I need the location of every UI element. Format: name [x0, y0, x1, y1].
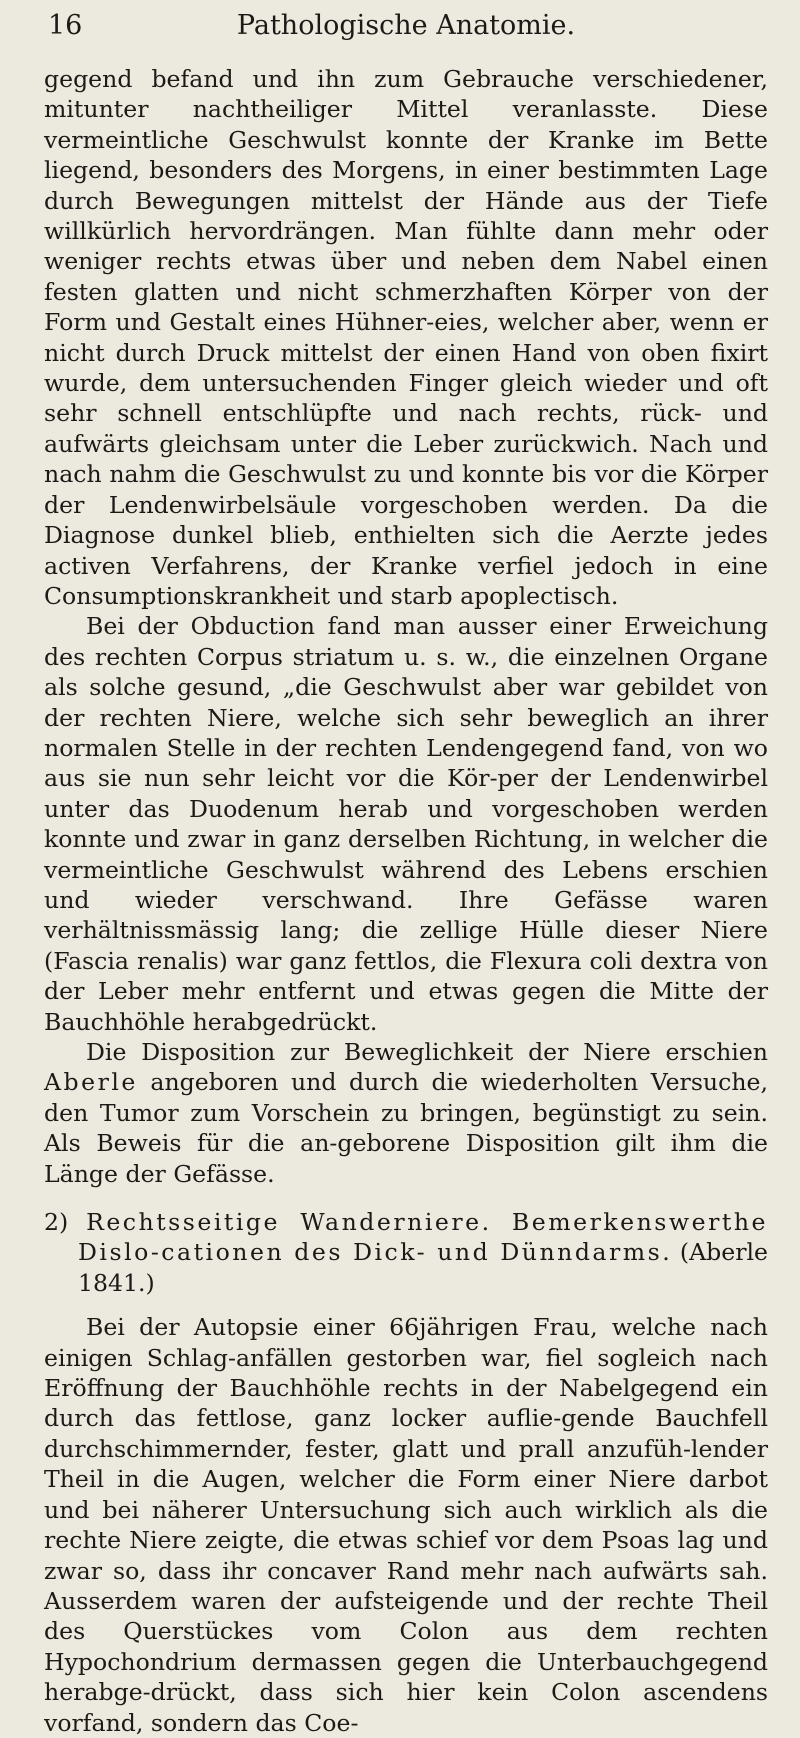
section-title: Rechtsseitige Wanderniere. Bemerkenswerthe Dislo-cationen des Dick- und Dünndarms. [78, 1208, 768, 1267]
paragraph-autopsy: Bei der Autopsie einer 66jährigen Frau, welche nach einigen Schlag-anfällen gestorben war, fiel sogleich nach Eröffnung der Bauchhöhle rechts in der Nabelgegend ein durch das fettlose, ganz locker auflie-gende Bauchfell durchschimmernder, fester, glatt und prall anzufüh-lender Theil in die Augen, welcher die Form einer Niere darbot und bei näherer Untersuchung sich auch wirklich als die rechte Niere zeigte, die etwas schief vor dem Psoas lag und zwar so, dass ihr concaver Rand mehr nach aufwärts sah. Ausserdem waren der aufsteigende und der rechte Theil des Querstückes vom Colon aus dem rechten Hypochondrium dermassen gegen die Unterbauchgegend herabge-drückt, dass sich hier kein Colon ascendens vorfand, sondern das Coe- [44, 1313, 768, 1737]
paragraph-disposition-end: angeboren und durch die wiederholten Versuche, den Tumor zum Vorschein zu bringen, begünstigt zu sein. Als Beweis für die an-geborene Disposition gilt ihm die Länge der Gefässe. [44, 1068, 768, 1188]
running-title: Pathologische Anatomie. [236, 10, 576, 41]
paragraph-case-history: gegend befand und ihn zum Gebrauche verschiedener, mitunter nachtheiliger Mittel veranlasste. Diese vermeintliche Geschwulst konnte der Kranke im Bette liegend, besonders des Morgens, in einer bestimmten Lage durch Bewegungen mittelst der Hände aus der Tiefe willkürlich hervordrängen. Man fühlte dann mehr oder weniger rechts etwas über und neben dem Nabel einen festen glatten und nicht schmerzhaften Körper von der Form und Gestalt eines Hühner-eies, welcher aber, wenn er nicht durch Druck mittelst der einen Hand von oben fixirt wurde, dem untersuchenden Finger gleich wieder und oft sehr schnell entschlüpfte und nach rechts, rück- und aufwärts gleichsam unter die Leber zurückwich. Nach und nach nahm die Geschwulst zu und konnte bis vor die Körper der Lendenwirbelsäule vorgeschoben werden. Da die Diagnose dunkel blieb, enthielten sich die Aerzte jedes activen Verfahrens, der Kranke verfiel jedoch in eine Consumptionskrankheit und starb apoplectisch. [44, 65, 768, 610]
page-number: 16 [48, 10, 83, 41]
paragraph-disposition-start: Die Disposition zur Beweglichkeit der Niere erschien [86, 1038, 768, 1066]
paragraph-disposition [44, 1037, 768, 1189]
author-name: Aberle [44, 1068, 138, 1097]
paragraph-obduction: Bei der Obduction fand man ausser einer Erweichung des rechten Corpus striatum u. s. w., die einzelnen Organe als solche gesund, „die Geschwulst aber war gebildet von der rechten Niere, welche sich sehr beweglich an ihrer normalen Stelle in der rechten Lendengegend fand, von wo aus sie nun sehr leicht vor die Kör-per der Lendenwirbel unter das Duodenum herab und vorgeschoben werden konnte und zwar in ganz derselben Richtung, in welcher die vermeintliche Geschwulst während des Lebens erschien und wieder verschwand. Ihre Gefässe waren verhältnissmässig lang; die zellige Hülle dieser Niere (Fascia renalis) war ganz fettlos, die Flexura coli dextra von der Leber mehr entfernt und etwas gegen die Mitte der Bauchhöhle herabgedrückt. [44, 612, 768, 1036]
section-number: 2) [44, 1208, 69, 1237]
section-citation: (Aberle 1841.) [78, 1238, 768, 1297]
running-head [44, 0, 768, 52]
section-heading [44, 1207, 768, 1298]
body-text [44, 64, 768, 1738]
